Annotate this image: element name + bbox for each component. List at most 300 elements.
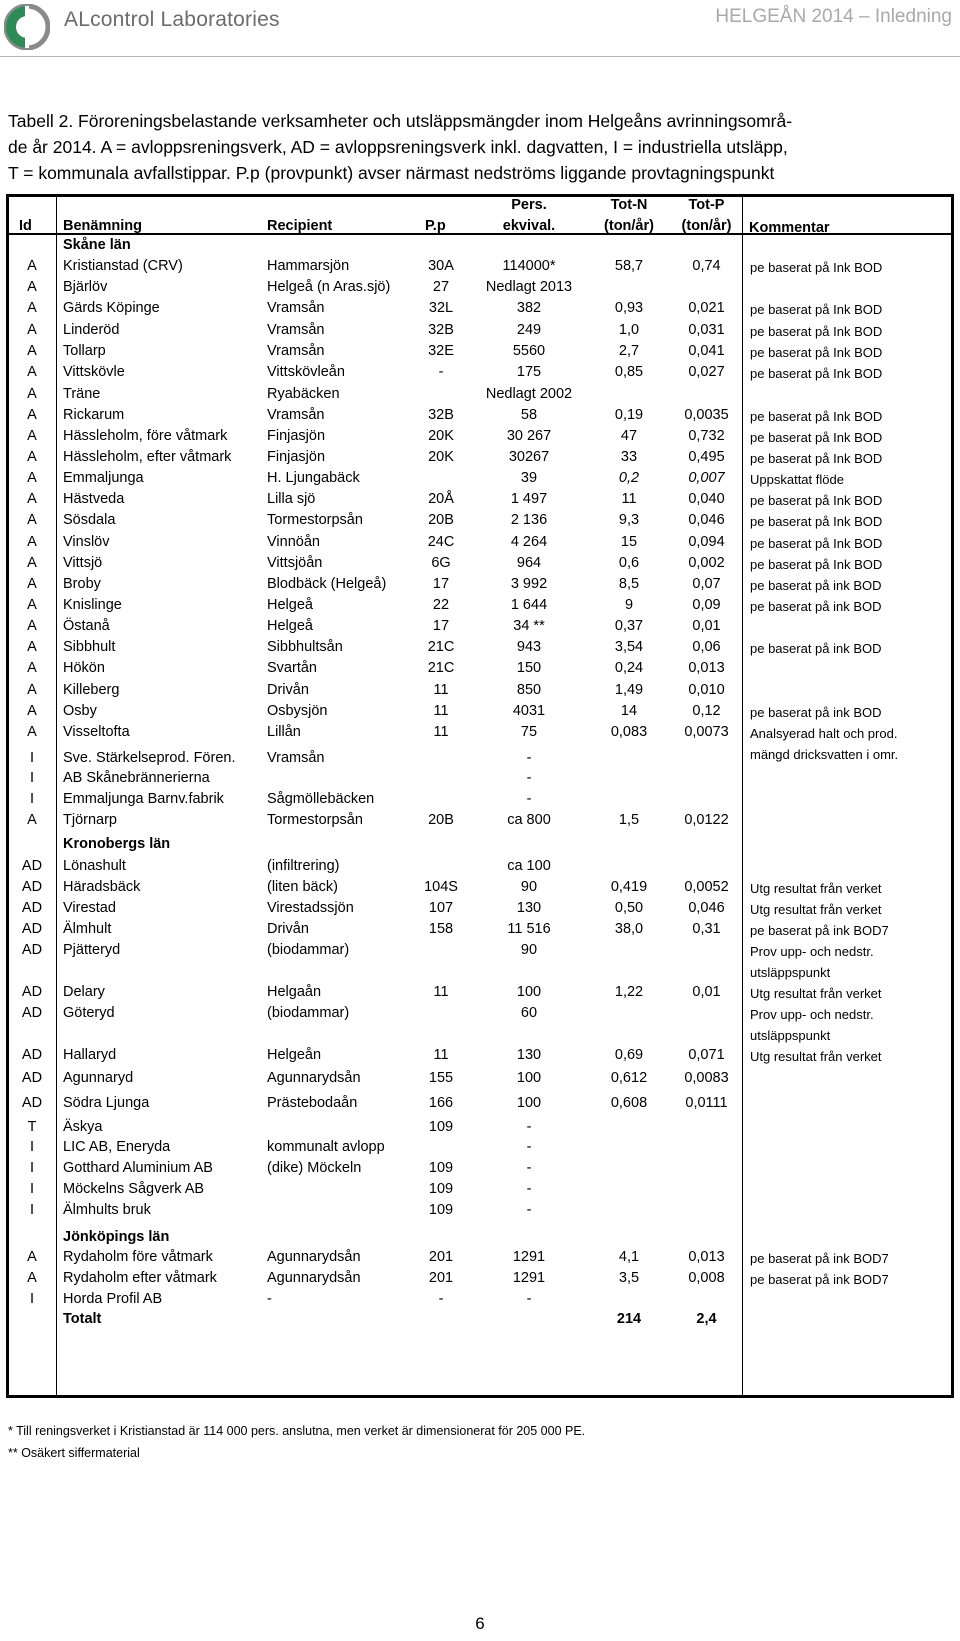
row-name: Sve. Stärkelseprod. Fören. — [63, 750, 236, 766]
row-recipient: Vramsån — [267, 750, 325, 766]
row-pers-ekvival: 30 267 — [506, 428, 552, 444]
row-totn: 2,7 — [618, 343, 640, 359]
row-name: Hökön — [63, 660, 105, 676]
row-pers-ekvival: ca 100 — [507, 858, 551, 874]
row-id: A — [27, 491, 37, 507]
row-id: A — [27, 428, 37, 444]
row-totn: 8,5 — [618, 576, 640, 592]
row-id: A — [27, 724, 37, 740]
row-pp: - — [438, 364, 444, 380]
row-id: A — [27, 1270, 37, 1286]
row-totn: 9,3 — [618, 512, 640, 528]
row-recipient: Lilla sjö — [267, 491, 316, 507]
row-id: A — [27, 512, 37, 528]
brand-name: ALcontrol Laboratories — [64, 8, 280, 31]
row-pers-ekvival: - — [526, 1139, 532, 1155]
row-totp: 0,0111 — [685, 1095, 728, 1111]
row-id: AD — [21, 942, 43, 958]
row-recipient: - — [267, 1291, 272, 1307]
header-pers-bottom: ekvival. — [502, 218, 556, 234]
row-pers-ekvival: 39 — [520, 470, 538, 486]
row-id: T — [27, 1119, 37, 1135]
row-recipient: Helgeå — [267, 618, 313, 634]
row-id: A — [27, 618, 37, 634]
row-id: I — [29, 1202, 35, 1218]
row-totn: 0,083 — [610, 724, 648, 740]
row-name: Möckelns Sågverk AB — [63, 1181, 205, 1197]
row-pers-ekvival: 1291 — [512, 1249, 546, 1265]
row-pp: 20K — [428, 428, 454, 444]
row-pp: 32B — [428, 407, 454, 423]
row-pers-ekvival: 4031 — [512, 703, 546, 719]
footnote-1: * Till reningsverket i Kristianstad är 114 000 pers. anslutna, men verket är dimensionerat för 205 000 PE. — [8, 1424, 586, 1438]
row-pers-ekvival: 150 — [516, 660, 542, 676]
row-comment: Uppskattat flöde — [750, 472, 844, 487]
row-recipient: Vramsån — [267, 343, 325, 359]
row-recipient: Svartån — [267, 660, 317, 676]
row-name: Gotthard Aluminium AB — [63, 1160, 213, 1176]
row-pers-ekvival: 60 — [520, 1005, 538, 1021]
row-totn: 15 — [620, 534, 638, 550]
row-name: Bjärlöv — [63, 279, 108, 295]
row-comment: pe baserat på Ink BOD — [750, 324, 883, 339]
footnote-2: ** Osäkert siffermaterial — [8, 1446, 140, 1460]
row-totn: 0,69 — [614, 1047, 644, 1063]
row-id: A — [27, 1249, 37, 1265]
row-name: Osby — [63, 703, 97, 719]
header-recipient: Recipient — [267, 218, 333, 234]
row-name: Pjätteryd — [63, 942, 121, 958]
row-pers-ekvival: - — [526, 1160, 532, 1176]
row-id: AD — [21, 858, 43, 874]
row-pp: 32L — [428, 300, 454, 316]
row-pp: 166 — [428, 1095, 454, 1111]
row-pers-ekvival: 30267 — [508, 449, 550, 465]
row-name: Vittsjö — [63, 555, 103, 571]
row-totn: 0,50 — [614, 900, 644, 916]
row-comment: Utg resultat från verket — [750, 881, 882, 896]
row-id: A — [27, 555, 37, 571]
row-recipient: Sågmöllebäcken — [267, 791, 375, 807]
row-id: AD — [21, 1047, 43, 1063]
row-totn: 0,612 — [610, 1070, 648, 1086]
row-recipient: Finjasjön — [267, 428, 326, 444]
row-recipient: Agunnarydsån — [267, 1249, 361, 1265]
row-pers-ekvival: - — [526, 770, 532, 786]
row-recipient: (infiltrering) — [267, 858, 340, 874]
row-name: Sösdala — [63, 512, 116, 528]
row-totn: 0,19 — [614, 407, 644, 423]
total-label: Totalt — [63, 1311, 102, 1327]
row-pp: 21C — [427, 660, 455, 676]
row-totn: 14 — [620, 703, 638, 719]
caption-line-2: de år 2014. A = avloppsreningsverk, AD = avloppsreningsverk inkl. dagvatten, I = industriella utsläpp, — [8, 137, 788, 157]
header-totn-bottom: (ton/år) — [604, 218, 654, 234]
row-pers-ekvival: 175 — [516, 364, 542, 380]
row-name: Äskya — [63, 1119, 103, 1135]
header-pp: P.p — [425, 218, 446, 234]
row-name: Hästveda — [63, 491, 125, 507]
row-pers-ekvival: 11 516 — [507, 921, 551, 937]
row-pp: 11 — [433, 682, 449, 698]
row-pp: 107 — [428, 900, 454, 916]
row-pers-ekvival: 3 992 — [510, 576, 548, 592]
row-totn: 4,1 — [618, 1249, 640, 1265]
row-recipient: Ryabäcken — [267, 386, 340, 402]
row-comment: Utg resultat från verket — [750, 986, 882, 1001]
row-totp: 0,0035 — [684, 407, 729, 423]
row-id: A — [27, 534, 37, 550]
row-name: Rickarum — [63, 407, 125, 423]
row-pers-ekvival: - — [526, 1119, 532, 1135]
row-name: Killeberg — [63, 682, 120, 698]
row-totn: 0,24 — [614, 660, 644, 676]
row-comment: Utg resultat från verket — [750, 902, 882, 917]
row-totn: 38,0 — [614, 921, 644, 937]
row-pp: 20K — [428, 449, 454, 465]
row-comment: pe baserat på ink BOD — [750, 578, 882, 593]
header-id: Id — [19, 218, 32, 234]
row-pers-ekvival: 90 — [520, 879, 538, 895]
row-id: I — [29, 1291, 35, 1307]
row-totp: 0,031 — [688, 322, 725, 338]
row-comment: pe baserat på ink BOD — [750, 599, 882, 614]
row-pers-ekvival: 58 — [520, 407, 538, 423]
row-id: A — [27, 343, 37, 359]
row-totp: 0,027 — [688, 364, 725, 380]
row-totp: 0,01 — [692, 618, 721, 634]
row-recipient: Vramsån — [267, 322, 325, 338]
row-totp: 0,008 — [688, 1270, 725, 1286]
row-name: Lönashult — [63, 858, 126, 874]
row-id: AD — [21, 984, 43, 1000]
row-recipient: Finjasjön — [267, 449, 326, 465]
row-name: Tjörnarp — [63, 812, 117, 828]
row-id: A — [27, 576, 37, 592]
row-name: Emmaljunga — [63, 470, 144, 486]
row-recipient: Vramsån — [267, 407, 325, 423]
row-pp: 11 — [433, 724, 449, 740]
header-pers-top: Pers. — [511, 197, 547, 213]
row-totn: 0,85 — [614, 364, 644, 380]
row-id: A — [27, 279, 37, 295]
row-totp: 0,01 — [692, 984, 721, 1000]
row-totp: 0,007 — [688, 470, 725, 486]
row-id: AD — [21, 1070, 43, 1086]
row-name: Rydaholm efter våtmark — [63, 1270, 217, 1286]
page-header — [0, 0, 960, 56]
row-pp: 109 — [428, 1181, 454, 1197]
row-recipient: Helgeån — [267, 1047, 322, 1063]
row-comment: pe baserat på ink BOD7 — [750, 1251, 889, 1266]
row-recipient: Helgaån — [267, 984, 322, 1000]
row-id: A — [27, 682, 37, 698]
row-recipient: Osbysjön — [267, 703, 328, 719]
row-pp: 109 — [428, 1119, 454, 1135]
section-header: Skåne län — [63, 237, 131, 253]
row-pers-ekvival: 964 — [516, 555, 542, 571]
row-id: I — [29, 770, 35, 786]
row-id: I — [29, 791, 35, 807]
row-totp: 0,31 — [692, 921, 721, 937]
emissions-table — [6, 194, 954, 1398]
row-id: AD — [21, 1005, 43, 1021]
row-pers-ekvival: 249 — [516, 322, 542, 338]
row-pp: 201 — [428, 1249, 454, 1265]
row-id: A — [27, 407, 37, 423]
row-comment-2: utsläppspunkt — [750, 965, 831, 980]
row-pers-ekvival: 4 264 — [510, 534, 548, 550]
row-id: I — [29, 750, 35, 766]
row-id: I — [29, 1160, 35, 1176]
row-pers-ekvival: 100 — [516, 1070, 542, 1086]
row-name: Visseltofta — [63, 724, 130, 740]
total-totn: 214 — [616, 1311, 642, 1327]
row-totn: 11 — [621, 491, 637, 507]
row-totp: 0,0083 — [684, 1070, 729, 1086]
row-name: Kristianstad (CRV) — [63, 258, 183, 274]
page-number: 6 — [475, 1614, 485, 1633]
row-pers-ekvival: 382 — [516, 300, 542, 316]
row-pp: 20Å — [428, 491, 454, 507]
row-totn: 58,7 — [614, 258, 644, 274]
col-divider-id — [56, 197, 57, 1395]
row-pers-ekvival: 1 497 — [510, 491, 548, 507]
row-pp: 30A — [428, 258, 454, 274]
row-pp: 21C — [427, 639, 455, 655]
row-pers-ekvival: 100 — [516, 984, 542, 1000]
row-recipient: (biodammar) — [267, 942, 350, 958]
row-totp: 0,09 — [692, 597, 721, 613]
row-name: Agunnaryd — [63, 1070, 134, 1086]
header-totp-bottom: (ton/år) — [681, 218, 732, 234]
table-caption — [8, 108, 952, 186]
row-comment: pe baserat på Ink BOD — [750, 557, 883, 572]
row-name: Vinslöv — [63, 534, 110, 550]
row-id: A — [27, 364, 37, 380]
row-name: Göteryd — [63, 1005, 115, 1021]
row-comment: pe baserat på Ink BOD — [750, 302, 883, 317]
caption-line-1: Tabell 2. Föroreningsbelastande verksamheter och utsläppsmängder inom Helgeåns avrinningsområ- — [8, 111, 793, 131]
row-pp: 32B — [428, 322, 454, 338]
row-pers-ekvival: 130 — [516, 900, 542, 916]
row-id: I — [29, 1181, 35, 1197]
row-name: Virestad — [63, 900, 116, 916]
row-pp: - — [438, 1291, 444, 1307]
row-recipient: H. Ljungabäck — [267, 470, 360, 486]
caption-line-3: T = kommunala avfallstippar. P.p (provpunkt) avser närmast nedströms liggande provtagningspunkt — [8, 163, 775, 183]
row-comment: pe baserat på Ink BOD — [750, 430, 883, 445]
row-name: Sibbhult — [63, 639, 116, 655]
row-totp: 0,041 — [688, 343, 725, 359]
row-pp: 201 — [428, 1270, 454, 1286]
row-id: A — [27, 639, 37, 655]
row-recipient: Vinnöån — [267, 534, 320, 550]
row-totp: 0,013 — [688, 660, 725, 676]
row-recipient: Helgeå (n Aras.sjö) — [267, 279, 391, 295]
row-name: Tollarp — [63, 343, 106, 359]
row-id: AD — [21, 879, 43, 895]
row-name: Gärds Köpinge — [63, 300, 160, 316]
row-pers-ekvival: 75 — [520, 724, 538, 740]
row-comment: pe baserat på Ink BOD — [750, 260, 883, 275]
row-pers-ekvival: - — [526, 1291, 532, 1307]
row-name: Vittskövle — [63, 364, 125, 380]
row-recipient: Vramsån — [267, 300, 325, 316]
row-recipient: Helgeå — [267, 597, 313, 613]
row-name: LIC AB, Eneryda — [63, 1139, 171, 1155]
row-id: A — [27, 300, 37, 316]
row-totn: 0,6 — [618, 555, 640, 571]
row-comment: pe baserat på Ink BOD — [750, 493, 883, 508]
row-totp: 0,010 — [688, 682, 725, 698]
row-comment: pe baserat på ink BOD7 — [750, 923, 889, 938]
row-pp: 32E — [428, 343, 454, 359]
row-name: Häradsbäck — [63, 879, 141, 895]
row-pp: 20B — [428, 812, 454, 828]
row-name: Broby — [63, 576, 101, 592]
row-totp: 0,094 — [688, 534, 725, 550]
row-pp: 11 — [433, 984, 449, 1000]
row-id: A — [27, 322, 37, 338]
header-comment: Kommentar — [749, 220, 830, 236]
row-totn: 0,608 — [610, 1095, 648, 1111]
row-recipient: Drivån — [267, 921, 309, 937]
row-pp: 11 — [433, 703, 449, 719]
row-name: Emmaljunga Barnv.fabrik — [63, 791, 224, 807]
row-recipient: Blodbäck (Helgeå) — [267, 576, 387, 592]
row-recipient: Agunnarydsån — [267, 1270, 361, 1286]
header-name: Benämning — [63, 218, 142, 234]
row-recipient: Virestadssjön — [267, 900, 354, 916]
row-comment: pe baserat på Ink BOD — [750, 345, 883, 360]
row-totp: 0,046 — [688, 512, 725, 528]
total-totp: 2,4 — [696, 1311, 717, 1327]
row-name: Rydaholm före våtmark — [63, 1249, 213, 1265]
row-recipient: Tormestorpsån — [267, 512, 363, 528]
row-recipient: Lillån — [267, 724, 301, 740]
row-comment: pe baserat på Ink BOD — [750, 514, 883, 529]
row-totn: 33 — [620, 449, 638, 465]
row-name: Hallaryd — [63, 1047, 117, 1063]
row-totp: 0,0052 — [684, 879, 729, 895]
row-id: A — [27, 470, 37, 486]
row-comment: Prov upp- och nedstr. — [750, 1007, 874, 1022]
row-pp: 104S — [424, 879, 458, 895]
row-pp: 155 — [428, 1070, 454, 1086]
row-recipient: Vittsjöån — [267, 555, 323, 571]
row-totp: 0,0073 — [684, 724, 729, 740]
row-recipient: Prästebodaån — [267, 1095, 358, 1111]
row-name: Östanå — [63, 618, 110, 634]
row-comment: pe baserat på Ink BOD — [750, 409, 883, 424]
row-pers-ekvival: 850 — [516, 682, 542, 698]
row-pp: 17 — [432, 576, 450, 592]
row-totn: 47 — [620, 428, 638, 444]
row-pp: 24C — [427, 534, 455, 550]
row-pp: 158 — [428, 921, 454, 937]
row-name: Älmhult — [63, 921, 112, 937]
section-header: Jönköpings län — [63, 1229, 170, 1245]
row-pers-ekvival: 2 136 — [510, 512, 548, 528]
row-recipient: Drivån — [267, 682, 309, 698]
row-totn: 0,93 — [614, 300, 644, 316]
row-pp: 22 — [432, 597, 450, 613]
row-name: Södra Ljunga — [63, 1095, 150, 1111]
document-title: HELGEÅN 2014 – Inledning — [715, 6, 952, 27]
row-totp: 0,013 — [688, 1249, 725, 1265]
row-pp: 109 — [428, 1160, 454, 1176]
row-id: A — [27, 258, 37, 274]
row-totp: 0,732 — [688, 428, 725, 444]
row-id: A — [27, 386, 37, 402]
row-name: AB Skånebrännerierna — [63, 770, 210, 786]
row-id: AD — [21, 900, 43, 916]
row-pers-ekvival: 90 — [520, 942, 538, 958]
row-totp: 0,12 — [692, 703, 721, 719]
row-pers-ekvival: 1291 — [512, 1270, 546, 1286]
row-totp: 0,021 — [688, 300, 725, 316]
header-totn-top: Tot-N — [610, 197, 648, 213]
row-pers-ekvival: 5560 — [512, 343, 546, 359]
row-comment-2: mängd dricksvatten i omr. — [750, 747, 899, 762]
row-id: A — [27, 449, 37, 465]
header-totp-top: Tot-P — [688, 197, 725, 213]
row-pers-ekvival: 1 644 — [510, 597, 548, 613]
row-name: Delary — [63, 984, 105, 1000]
row-pers-ekvival: - — [526, 791, 532, 807]
row-id: A — [27, 812, 37, 828]
row-recipient: Sibbhultsån — [267, 639, 343, 655]
row-pers-ekvival: ca 800 — [507, 812, 551, 828]
row-name: Hässleholm, före våtmark — [63, 428, 228, 444]
row-totn: 0,2 — [618, 470, 640, 486]
row-pp: 109 — [428, 1202, 454, 1218]
row-pers-ekvival: Nedlagt 2002 — [485, 386, 573, 402]
row-totn: 1,49 — [614, 682, 644, 698]
row-totn: 0,419 — [610, 879, 648, 895]
row-recipient: Agunnarydsån — [267, 1070, 361, 1086]
row-totp: 0,74 — [692, 258, 721, 274]
row-name: Träne — [63, 386, 101, 402]
row-id: I — [29, 1139, 35, 1155]
row-totn: 0,37 — [614, 618, 644, 634]
row-pers-ekvival: - — [526, 1181, 532, 1197]
row-name: Hässleholm, efter våtmark — [63, 449, 232, 465]
row-pp: 27 — [432, 279, 450, 295]
row-totn: 1,0 — [618, 322, 640, 338]
row-pp: 20B — [428, 512, 454, 528]
row-pers-ekvival: 114000* — [502, 258, 556, 274]
row-totp: 0,040 — [688, 491, 725, 507]
row-comment: pe baserat på Ink BOD — [750, 536, 883, 551]
row-recipient: Tormestorpsån — [267, 812, 363, 828]
row-totp: 0,06 — [692, 639, 721, 655]
row-comment: Analsyerad halt och prod. — [750, 726, 898, 741]
row-comment: Utg resultat från verket — [750, 1049, 882, 1064]
row-id: AD — [21, 1095, 43, 1111]
row-pp: 11 — [433, 1047, 449, 1063]
row-comment: Prov upp- och nedstr. — [750, 944, 874, 959]
row-totp: 0,495 — [688, 449, 725, 465]
row-id: AD — [21, 921, 43, 937]
row-recipient: (liten bäck) — [267, 879, 338, 895]
row-pp: 17 — [432, 618, 450, 634]
section-header: Kronobergs län — [63, 836, 171, 852]
row-pers-ekvival: 943 — [516, 639, 542, 655]
row-id: A — [27, 597, 37, 613]
row-totp: 0,046 — [688, 900, 725, 916]
